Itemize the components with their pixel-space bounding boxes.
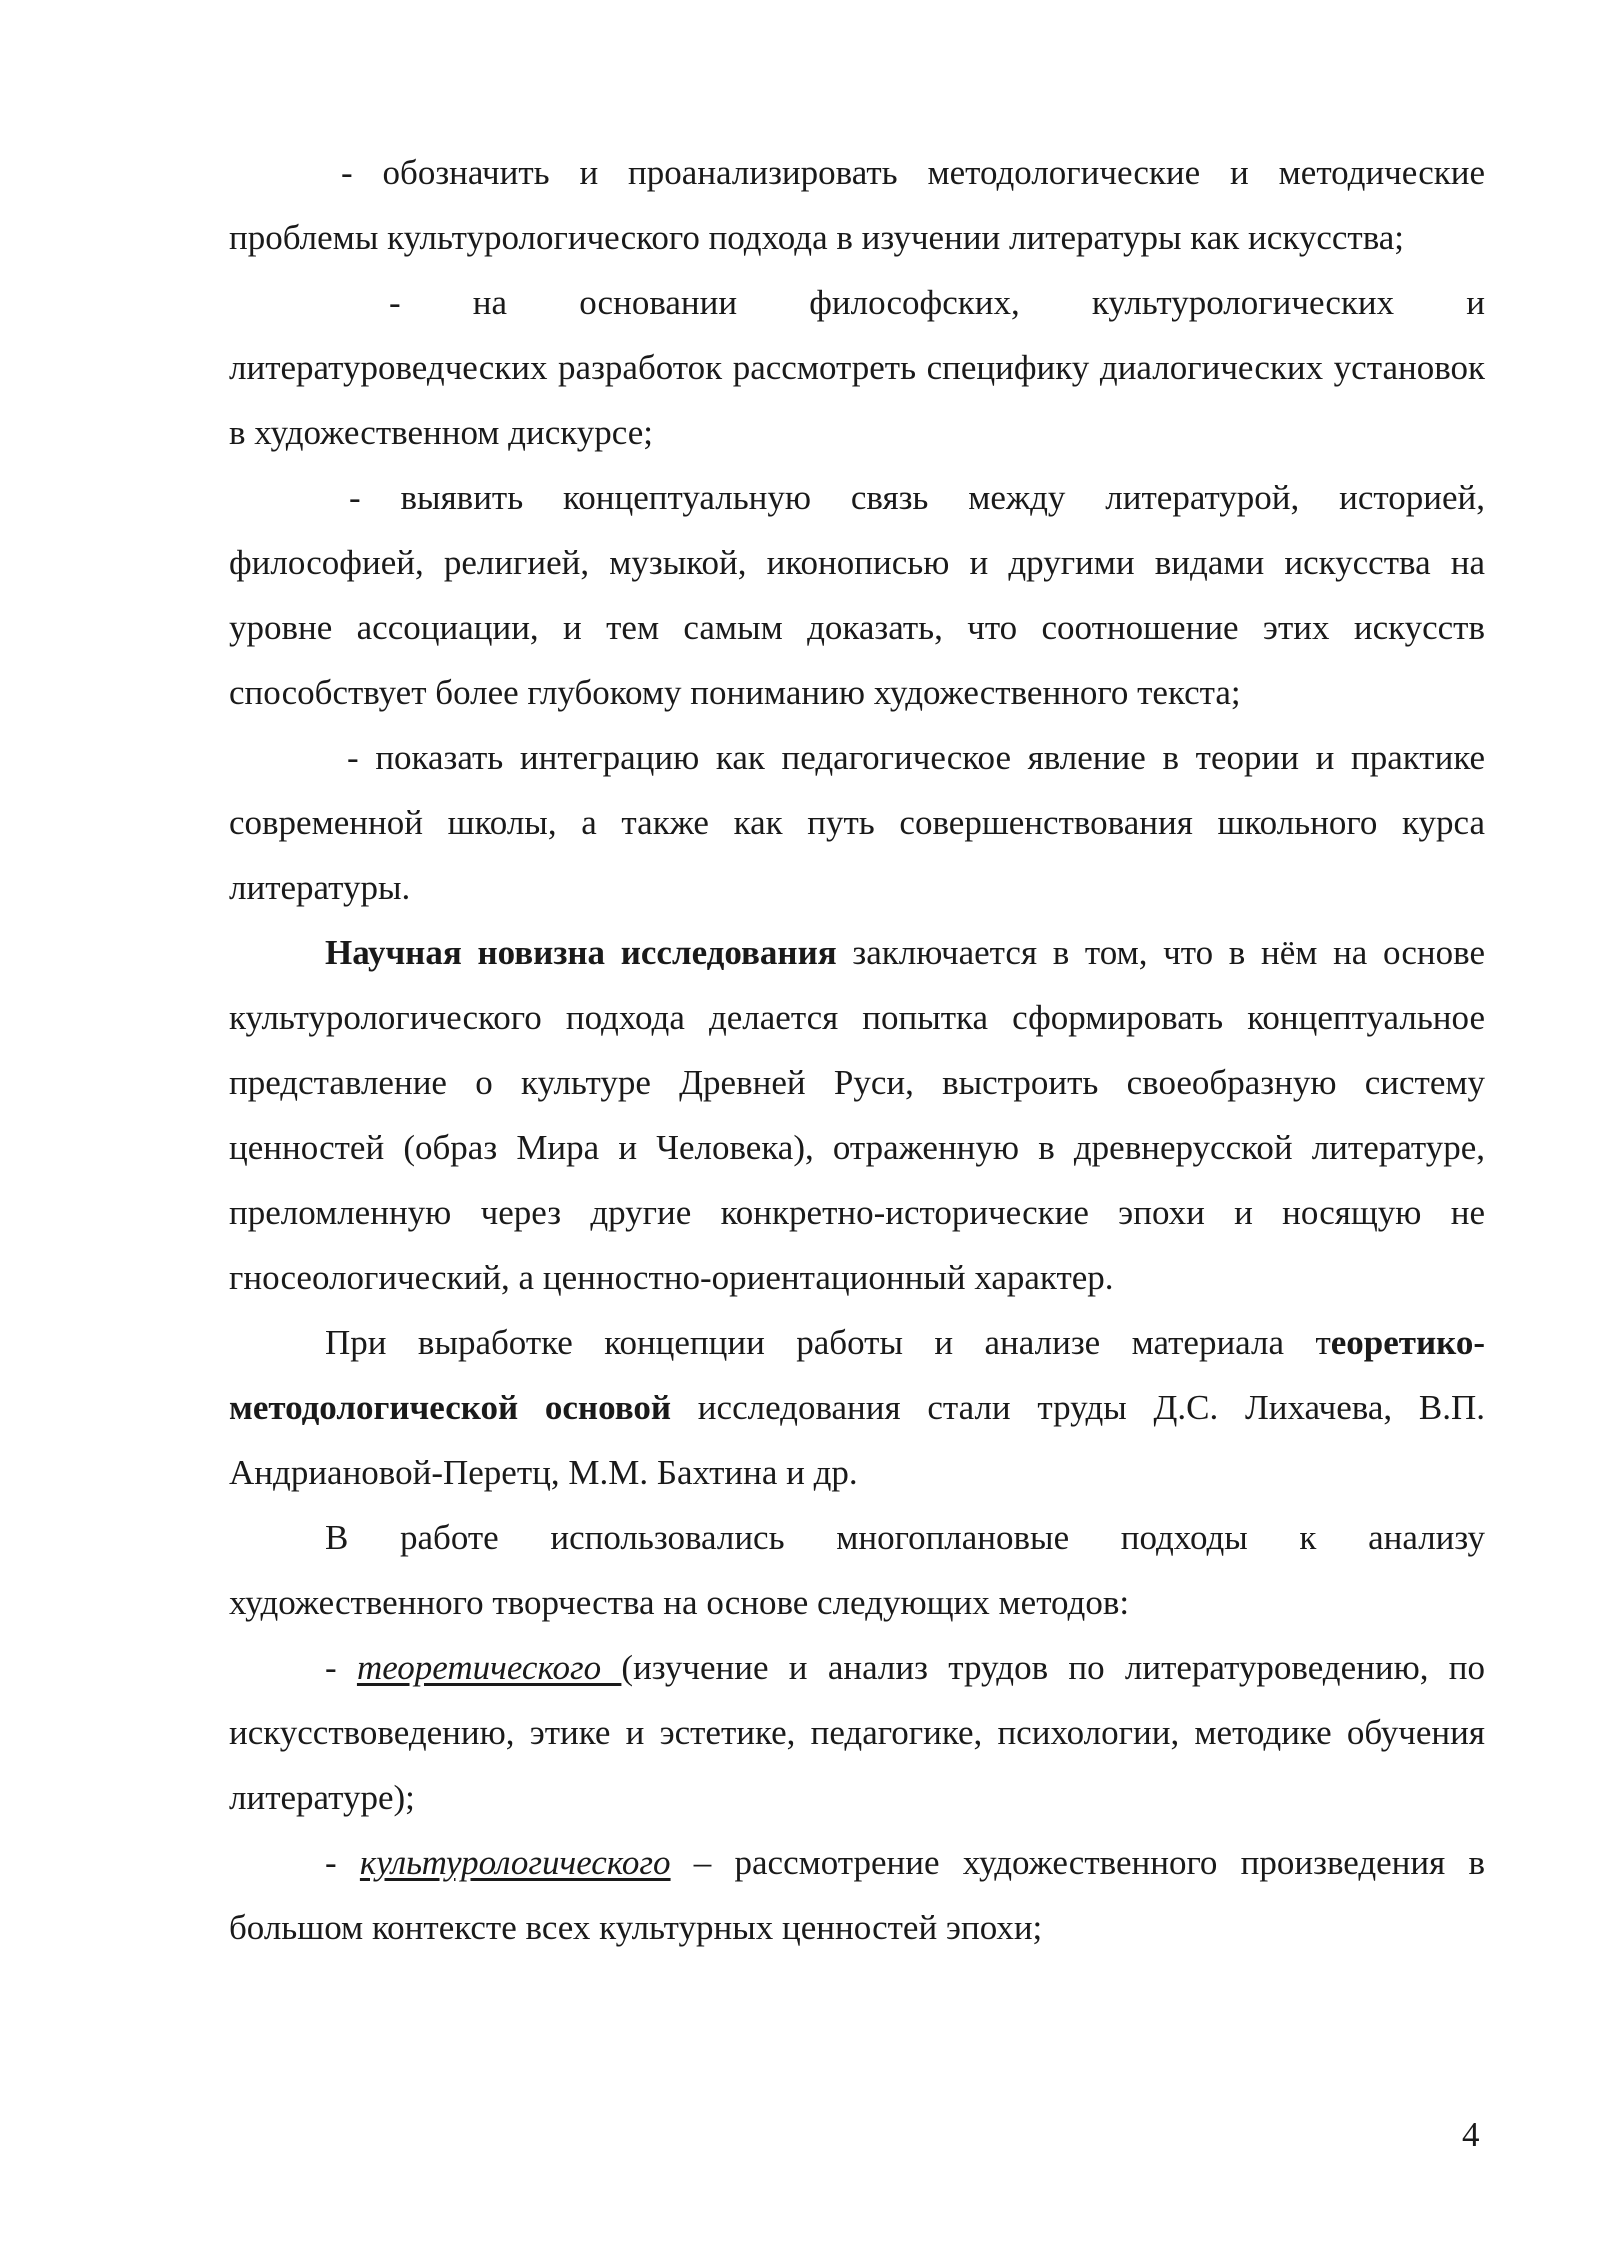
- novelty-paragraph: [229, 920, 1485, 1310]
- method-item-theoretical: [229, 1635, 1485, 1830]
- method-description-culturological: – рассмотрение художественного произведения в большом контексте всех культурных ценностей эпохи;: [229, 1843, 1486, 1947]
- method-name-theoretical: теоретического: [356, 1648, 622, 1687]
- method-dash: -: [325, 1843, 360, 1882]
- approaches-paragraph: В работе использовались многоплановые подходы к анализу художественного творчества на основе следующих методов:: [229, 1518, 1485, 1622]
- methodology-text-end: исследования стали труды Д.С. Лихачева, В.П. Андриановой-Перетц, М.М. Бахтина и др.: [229, 1388, 1485, 1492]
- task-item-dialogic-settings: - на основании философских, культурологических и литературоведческих разработок рассмотреть специфику диалогических установок в художественном дискурсе;: [229, 283, 1485, 452]
- novelty-text: заключается в том, что в нём на основе культурологического подхода делается попытка сформировать концептуальное представление о культуре Древней Руси, выстроить своеобразную систему ценностей (образ Мира и Человека), отраженную в древнерусской литературе, преломленную через другие конкретно-исторические эпохи и носящую не гносеологический, а ценностно-ориентационный характер.: [229, 933, 1485, 1297]
- document-page: [229, 140, 1485, 1960]
- method-dash: -: [325, 1648, 357, 1687]
- page-number: 4: [1462, 2115, 1480, 2154]
- method-description-theoretical: (изучение и анализ трудов по литературоведению, по искусствоведению, этике и эстетике, педагогике, психологии, методике обучения литературе);: [229, 1648, 1486, 1817]
- methodology-paragraph: [229, 1310, 1485, 1505]
- method-name-culturological: культурологического: [359, 1843, 671, 1882]
- task-item-integration: - показать интеграцию как педагогическое явление в теории и практике современной школы, а также как путь совершенствования школьного курса литературы.: [229, 738, 1485, 907]
- method-item-culturological: [229, 1830, 1485, 1960]
- task-item-conceptual-link: - выявить концептуальную связь между литературой, историей, философией, религией, музыкой, иконописью и другими видами искусства на уровне ассоциации, и тем самым доказать, что соотношение этих искусств способствует более глубокому пониманию художественного текста;: [229, 478, 1485, 712]
- methodology-heading: еоретико-методологической основой: [229, 1323, 1485, 1427]
- task-item-analyze-problems: - обозначить и проанализировать методологические и методические проблемы культурологического подхода в изучении литературы как искусства;: [229, 153, 1485, 257]
- novelty-heading: Научная новизна исследования: [325, 933, 837, 972]
- methodology-text-start: При выработке концепции работы и анализе материала т: [325, 1323, 1331, 1362]
